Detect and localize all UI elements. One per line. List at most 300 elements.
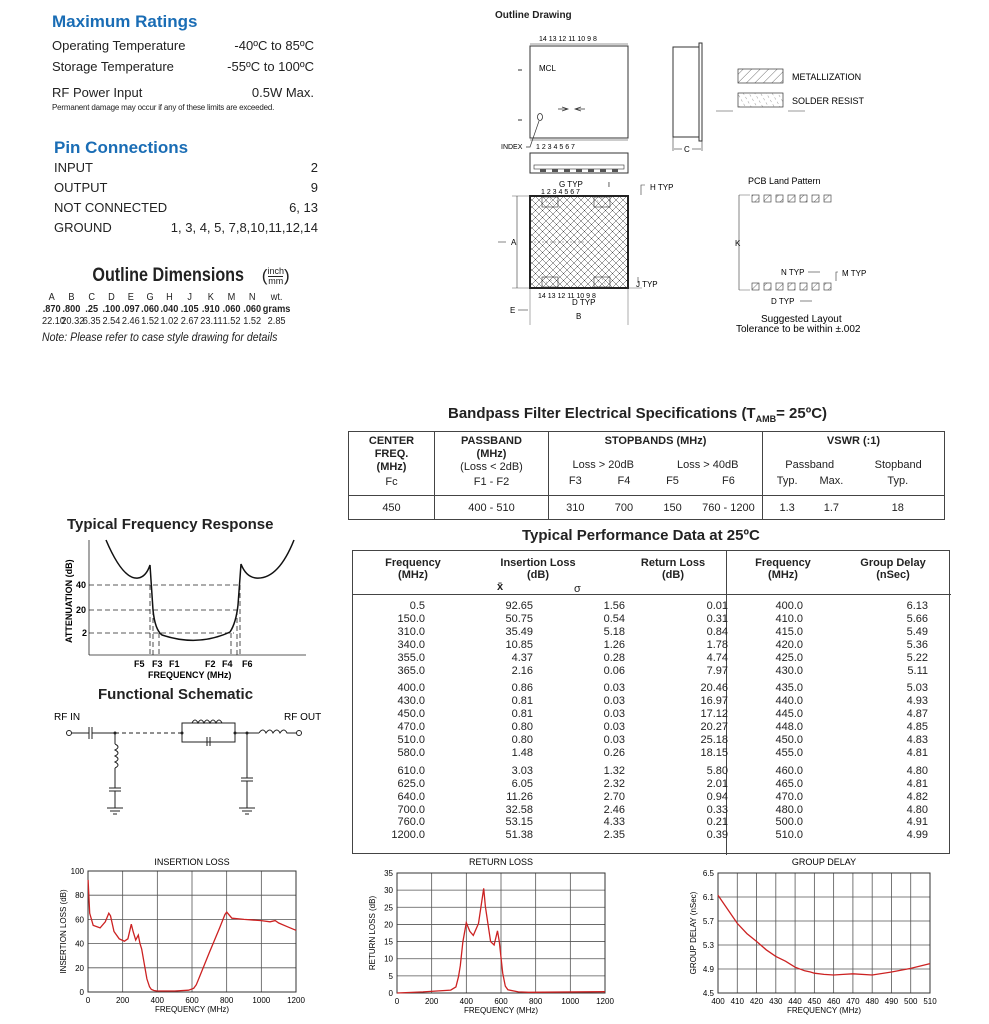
- table-cell: 310.0: [397, 625, 425, 638]
- rating-label: Storage Temperature: [52, 59, 174, 74]
- xmark-f6: F6: [242, 659, 253, 669]
- xmark-f2: F2: [205, 659, 216, 669]
- table-cell: 5.18: [603, 625, 625, 638]
- table-cell: 4.87: [906, 708, 928, 721]
- outline-dimensions-section: [42, 262, 327, 344]
- y-tick: 20: [384, 920, 393, 930]
- x-axis-label: FREQUENCY (MHz): [463, 1006, 539, 1015]
- outline-dimensions-title: Outline Dimensions: [92, 265, 245, 286]
- h-max: Max.: [819, 475, 844, 487]
- table-cell: 50.75: [505, 612, 533, 625]
- table-cell: 5.22: [906, 651, 928, 664]
- pin-label: INPUT: [54, 160, 93, 175]
- table-cell: 625.0: [397, 777, 425, 790]
- table-cell: 448.0: [775, 721, 803, 734]
- ytick-2: 2: [82, 628, 88, 638]
- table-row: [353, 778, 951, 791]
- bottom-view: [498, 180, 673, 325]
- table-cell: 610.0: [397, 764, 425, 777]
- dim-cell: M: [227, 292, 236, 303]
- rf-in-label: RF IN: [54, 712, 81, 723]
- table-cell: 2.32: [603, 777, 625, 790]
- spec-title-sub: AMB: [755, 414, 777, 424]
- rating-row: [52, 59, 314, 83]
- y-tick: 4.5: [702, 989, 714, 998]
- table-cell: 0.81: [511, 708, 533, 721]
- val-fc: 450: [349, 496, 435, 520]
- bottom-pin-numbers: 1 2 3 4 5 6 7: [536, 144, 575, 151]
- table-cell: 4.91: [906, 816, 928, 829]
- x-tick: 1000: [252, 996, 271, 1005]
- dimensions-grid: [42, 292, 318, 327]
- rating-label: RF Power Input: [52, 85, 143, 100]
- table-cell: 2.01: [706, 777, 728, 790]
- legend-solder-resist: SOLDER RESIST: [792, 96, 865, 106]
- val-passband: 400 - 510: [435, 496, 549, 520]
- pin-numbers-bottom-view: 1 2 3 4 5 6 7: [541, 189, 580, 196]
- i-label: I: [608, 182, 610, 189]
- index-label: INDEX: [501, 144, 523, 151]
- pin-label: NOT CONNECTED: [54, 200, 168, 215]
- spec-title-end: = 25ºC): [776, 405, 828, 422]
- val-f5: 150: [663, 501, 682, 514]
- outline-drawing-title: Outline Drawing: [495, 10, 572, 21]
- h-stopbands: STOPBANDS (MHz): [604, 435, 707, 447]
- x-axis-label: FREQUENCY (MHz): [154, 1005, 230, 1014]
- table-cell: 415.0: [775, 625, 803, 638]
- table-cell: 5.03: [906, 682, 928, 695]
- side-view: [673, 43, 702, 154]
- drawing-legend: [716, 69, 865, 111]
- dim-cell: A: [48, 292, 55, 303]
- m-typ-label: M TYP: [842, 269, 867, 278]
- header-passband: [435, 432, 549, 496]
- x-tick: 500: [904, 997, 918, 1006]
- table-cell: 0.03: [603, 695, 625, 708]
- table-cell: 0.86: [511, 682, 533, 695]
- x-tick: 0: [85, 996, 91, 1005]
- pin-value: 9: [310, 180, 318, 195]
- y-tick: 40: [75, 939, 84, 949]
- x-tick: 460: [826, 997, 841, 1006]
- pin-value: 6, 13: [289, 200, 318, 215]
- table-cell: 430.0: [775, 664, 803, 677]
- dim-cell: H: [166, 292, 173, 303]
- table-cell: 420.0: [775, 638, 803, 651]
- h-rl-1: Return Loss: [640, 557, 706, 569]
- table-cell: 4.33: [603, 816, 625, 829]
- table-cell: 53.15: [505, 816, 533, 829]
- y-tick: 6.5: [702, 869, 714, 878]
- table-cell: 480.0: [775, 803, 803, 816]
- x-tick: 400: [459, 997, 474, 1006]
- outline-dimensions-title-row: [42, 262, 327, 290]
- h-loss40: Loss > 40dB: [677, 459, 739, 471]
- dim-cell: .060: [243, 304, 262, 315]
- table-cell: 0.80: [511, 721, 533, 734]
- h-il-mean: x̄: [497, 581, 504, 593]
- perf-table-title: Typical Performance Data at 25ºC: [522, 527, 760, 544]
- table-cell: 445.0: [775, 708, 803, 721]
- table-cell: 16.97: [700, 695, 728, 708]
- pin-connections-title: Pin Connections: [54, 138, 189, 157]
- table-row: [353, 682, 951, 695]
- g-typ-label: G TYP: [559, 180, 583, 189]
- y-tick: 25: [384, 903, 393, 913]
- dim-cell: .25: [85, 304, 99, 315]
- table-cell: 4.74: [706, 651, 728, 664]
- y-tick: 0: [79, 988, 84, 997]
- table-row: [353, 708, 951, 721]
- table-cell: 4.80: [906, 803, 928, 816]
- dim-cell: 22.10: [42, 316, 66, 327]
- dim-cell: .060: [222, 304, 241, 315]
- table-cell: 5.66: [906, 612, 928, 625]
- dim-cell: J: [187, 292, 192, 303]
- top-pin-numbers: 14 13 12 11 10 9 8: [539, 36, 597, 43]
- table-cell: 1.26: [603, 638, 625, 651]
- k-dimension: K: [735, 239, 741, 248]
- dim-cell: G: [146, 292, 154, 303]
- table-cell: 92.65: [505, 600, 533, 612]
- table-cell: 465.0: [775, 777, 803, 790]
- table-cell: 510.0: [397, 734, 425, 746]
- ytick-20: 20: [76, 605, 87, 615]
- y-tick: 15: [384, 937, 393, 947]
- h-vswr: VSWR (:1): [826, 435, 881, 447]
- table-cell: 470.0: [397, 721, 425, 734]
- xmark-f1: F1: [169, 659, 180, 669]
- pin-value: 2: [310, 160, 318, 175]
- x-tick: 600: [494, 997, 508, 1006]
- table-cell: 0.03: [603, 708, 625, 721]
- table-cell: 11.26: [506, 790, 533, 803]
- y-tick: 6.1: [702, 893, 714, 902]
- y-tick: 80: [75, 891, 84, 901]
- h-pass-3: (Loss < 2dB): [460, 461, 523, 473]
- group-delay-chart: [683, 855, 943, 1024]
- table-cell: 4.81: [906, 746, 928, 759]
- data-line: [718, 895, 930, 975]
- table-cell: 410.0: [775, 612, 803, 625]
- header-stopbands: [549, 432, 763, 496]
- x-tick: 470: [846, 997, 860, 1006]
- h-f1f2: F1 - F2: [473, 476, 510, 488]
- table-cell: 4.85: [906, 721, 928, 734]
- table-row: [353, 613, 951, 626]
- c-dimension: C: [684, 145, 690, 154]
- table-cell: 4.37: [511, 651, 533, 664]
- dim-cell: 2.67: [180, 316, 199, 327]
- x-tick: 410: [730, 997, 744, 1006]
- table-cell: 425.0: [775, 651, 803, 664]
- x-tick: 1200: [287, 996, 305, 1005]
- dim-cell: 2.46: [121, 316, 140, 327]
- table-cell: 510.0: [775, 829, 803, 842]
- table-cell: 640.0: [397, 790, 425, 803]
- table-cell: 450.0: [775, 734, 803, 746]
- dim-cell: .105: [180, 304, 199, 315]
- table-cell: 20.27: [700, 721, 728, 734]
- end-view: [530, 153, 628, 173]
- chart-title: GROUP DELAY: [791, 857, 857, 867]
- header-center-freq: [349, 432, 435, 496]
- rating-row: [52, 38, 314, 59]
- schematic-title: Functional Schematic: [98, 686, 254, 703]
- legend-metallization: METALLIZATION: [792, 72, 862, 82]
- chart-title: RETURN LOSS: [468, 857, 534, 867]
- suggested-layout: Suggested Layout: [761, 314, 842, 325]
- freq-xlabel: FREQUENCY (MHz): [148, 670, 232, 680]
- x-tick: 480: [865, 997, 879, 1006]
- h-pass-2: (MHz): [476, 448, 507, 460]
- dim-cell: K: [207, 292, 214, 303]
- ratings-note: Permanent damage may occur if any of these limits are exceeded.: [52, 103, 275, 112]
- table-row: [353, 626, 951, 639]
- h-il-2: (dB): [527, 569, 549, 581]
- x-tick: 420: [749, 997, 764, 1006]
- table-cell: 0.03: [603, 734, 625, 746]
- dim-cell: grams: [262, 304, 291, 315]
- h-center-3: (MHz): [376, 461, 407, 473]
- spec-table-title: [448, 405, 827, 424]
- table-cell: 0.03: [603, 721, 625, 734]
- functional-schematic: [52, 708, 332, 823]
- dim-cell: 2.54: [102, 316, 121, 327]
- table-cell: 1.56: [603, 600, 625, 612]
- table-row: [353, 721, 951, 734]
- table-cell: 6.05: [511, 777, 533, 790]
- table-cell: 5.11: [907, 664, 928, 677]
- table-cell: 51.38: [505, 829, 533, 842]
- val-stop-typ: 18: [891, 501, 904, 514]
- table-cell: 400.0: [775, 600, 803, 612]
- rating-value: 0.5W Max.: [251, 85, 314, 100]
- table-cell: 455.0: [775, 746, 803, 759]
- x-tick: 450: [807, 997, 822, 1006]
- table-cell: 365.0: [397, 664, 425, 677]
- h-center-1: CENTER: [368, 435, 415, 447]
- tolerance-note: Tolerance to be within ±.002: [736, 324, 861, 335]
- table-cell: 0.94: [706, 790, 728, 803]
- h-center-2: FREQ.: [374, 448, 409, 460]
- table-cell: 0.28: [603, 651, 625, 664]
- table-cell: 4.80: [906, 764, 928, 777]
- h-typ: Typ.: [776, 475, 798, 487]
- table-row: [353, 652, 951, 665]
- table-cell: 0.84: [706, 625, 728, 638]
- h-typ2: Typ.: [887, 475, 909, 487]
- x-tick: 440: [788, 997, 802, 1006]
- table-row: [353, 695, 951, 708]
- table-cell: 18.15: [700, 746, 728, 759]
- pcb-title: PCB Land Pattern: [748, 176, 821, 186]
- table-cell: 0.03: [603, 682, 625, 695]
- table-cell: 460.0: [775, 764, 803, 777]
- perf-header-divider: [353, 594, 951, 595]
- table-cell: 355.0: [397, 651, 425, 664]
- table-row: [353, 765, 951, 778]
- h-passband: Passband: [785, 459, 835, 471]
- b-dimension: B: [576, 312, 582, 321]
- dim-cell: B: [68, 292, 75, 303]
- units-fraction: [267, 267, 284, 286]
- table-cell: 2.16: [511, 664, 533, 677]
- h-freq2-1: Frequency: [755, 557, 811, 569]
- dim-cell: E: [127, 292, 134, 303]
- dim-cell: .800: [62, 304, 81, 315]
- y-tick: 5.3: [702, 941, 714, 950]
- y-tick: 35: [384, 869, 393, 878]
- maximum-ratings-title: Maximum Ratings: [52, 12, 198, 31]
- table-cell: 760.0: [397, 816, 425, 829]
- table-cell: 7.97: [706, 664, 728, 677]
- h-freq-2: (MHz): [398, 569, 428, 581]
- spec-values-row: [349, 496, 945, 520]
- y-axis-label: INSERTION LOSS (dB): [59, 889, 68, 974]
- table-cell: 25.18: [700, 734, 728, 746]
- table-cell: 17.12: [700, 708, 728, 721]
- table-row: [353, 829, 951, 842]
- y-tick: 60: [75, 915, 84, 925]
- table-cell: 32.58: [505, 803, 533, 816]
- table-cell: 6.13: [906, 600, 928, 612]
- d-typ-label: D TYP: [572, 298, 596, 307]
- rating-value: -55ºC to 100ºC: [227, 59, 314, 74]
- x-tick: 400: [711, 997, 725, 1006]
- rating-label: Operating Temperature: [52, 38, 186, 53]
- h-freq2-2: (MHz): [768, 569, 798, 581]
- x-tick: 490: [884, 997, 899, 1006]
- insertion-loss-chart: [48, 855, 308, 1024]
- table-cell: 500.0: [775, 816, 803, 829]
- paren-close: ): [283, 266, 290, 285]
- x-tick: 1200: [596, 997, 614, 1006]
- paren-open: (: [261, 266, 268, 285]
- x-tick: 600: [185, 996, 199, 1005]
- h-gd-2: (nSec): [876, 569, 910, 581]
- j-typ-label: J TYP: [636, 280, 658, 289]
- h-f3: F3: [568, 475, 582, 487]
- dim-cell: .040: [160, 304, 179, 315]
- y-axis-label: GROUP DELAY (nSec): [689, 891, 698, 975]
- val-vswr-typ: 1.3: [779, 501, 795, 514]
- h-il-sigma: σ: [574, 583, 581, 595]
- y-tick: 10: [384, 954, 393, 964]
- perf-table: [352, 550, 950, 854]
- spec-title-text: Bandpass Filter Electrical Specifications (T: [448, 405, 756, 422]
- maximum-ratings-section: [52, 12, 314, 112]
- pin-row: [54, 160, 318, 180]
- h-stopband: Stopband: [874, 459, 922, 471]
- table-cell: 1.48: [511, 746, 533, 759]
- table-cell: 2.35: [603, 829, 625, 842]
- dimensions-note: Note: Please refer to case style drawing for details: [42, 330, 278, 344]
- pin-row: [54, 180, 318, 200]
- val-f3: 310: [566, 501, 585, 514]
- d-typ-pcb-label: D TYP: [771, 297, 795, 306]
- table-cell: 0.33: [706, 803, 728, 816]
- h-rl-2: (dB): [662, 569, 684, 581]
- attenuation-ylabel: ATTENUATION (dB): [64, 559, 74, 643]
- y-tick: 5.7: [702, 917, 714, 926]
- pin-row: [54, 200, 318, 220]
- table-cell: 1200.0: [391, 829, 425, 842]
- x-tick: 1000: [561, 997, 580, 1006]
- val-f4: 700: [614, 501, 634, 514]
- x-axis-label: FREQUENCY (MHz): [786, 1006, 862, 1015]
- table-cell: 4.82: [906, 790, 928, 803]
- dim-cell: N: [248, 292, 256, 303]
- table-cell: 2.46: [603, 803, 625, 816]
- pin-value: 1, 3, 4, 5, 7,8,10,11,12,14: [170, 220, 318, 235]
- x-tick: 0: [394, 997, 400, 1006]
- y-tick: 100: [70, 867, 84, 876]
- x-tick: 510: [923, 997, 937, 1006]
- pin-label: OUTPUT: [54, 180, 108, 195]
- x-tick: 400: [150, 996, 165, 1005]
- table-cell: 435.0: [775, 682, 803, 695]
- dim-cell: .910: [201, 304, 220, 315]
- table-row: [353, 804, 951, 817]
- y-tick: 30: [384, 886, 393, 896]
- table-cell: 0.01: [706, 600, 728, 612]
- table-row: [353, 600, 951, 613]
- h-f5: F5: [666, 475, 679, 487]
- table-cell: 0.80: [511, 734, 533, 746]
- table-cell: 35.49: [505, 625, 533, 638]
- h-il-1: Insertion Loss: [500, 557, 576, 569]
- table-cell: 0.81: [511, 695, 533, 708]
- rf-out-label: RF OUT: [284, 712, 322, 723]
- h-fc: Fc: [385, 476, 398, 488]
- pin-row: [54, 220, 318, 240]
- table-row: [353, 639, 951, 652]
- dim-cell: 1.52: [222, 316, 241, 327]
- pcb-land-pattern: [735, 176, 866, 335]
- table-row: [353, 791, 951, 804]
- dim-cell: .060: [141, 304, 160, 315]
- header-vswr: [763, 432, 945, 496]
- table-cell: 3.03: [511, 764, 533, 777]
- freq-response-chart: [58, 535, 308, 680]
- h-gd-1: Group Delay: [860, 557, 926, 569]
- dim-cell: 1.02: [160, 316, 179, 327]
- x-tick: 430: [769, 997, 783, 1006]
- chart-title: INSERTION LOSS: [154, 857, 230, 867]
- table-cell: 4.93: [906, 695, 928, 708]
- top-view: [501, 36, 628, 151]
- xmark-f4: F4: [222, 659, 233, 669]
- dim-cell: .097: [121, 304, 140, 315]
- unit-inch: inch: [267, 265, 284, 276]
- h-freq-1: Frequency: [385, 557, 441, 569]
- e-dimension: E: [510, 306, 516, 315]
- table-cell: 20.46: [700, 682, 728, 695]
- table-cell: 4.99: [906, 829, 928, 842]
- h-pass-1: PASSBAND: [461, 435, 522, 447]
- table-cell: 400.0: [397, 682, 425, 695]
- y-tick: 4.9: [702, 965, 714, 974]
- dim-cell: 6.35: [82, 316, 101, 327]
- table-cell: 580.0: [397, 746, 425, 759]
- pin-label: GROUND: [54, 220, 112, 235]
- h-typ-label: H TYP: [650, 183, 674, 192]
- table-cell: 4.81: [906, 777, 928, 790]
- table-cell: 700.0: [397, 803, 425, 816]
- table-cell: 0.31: [706, 612, 728, 625]
- dim-cell: 1.52: [243, 316, 262, 327]
